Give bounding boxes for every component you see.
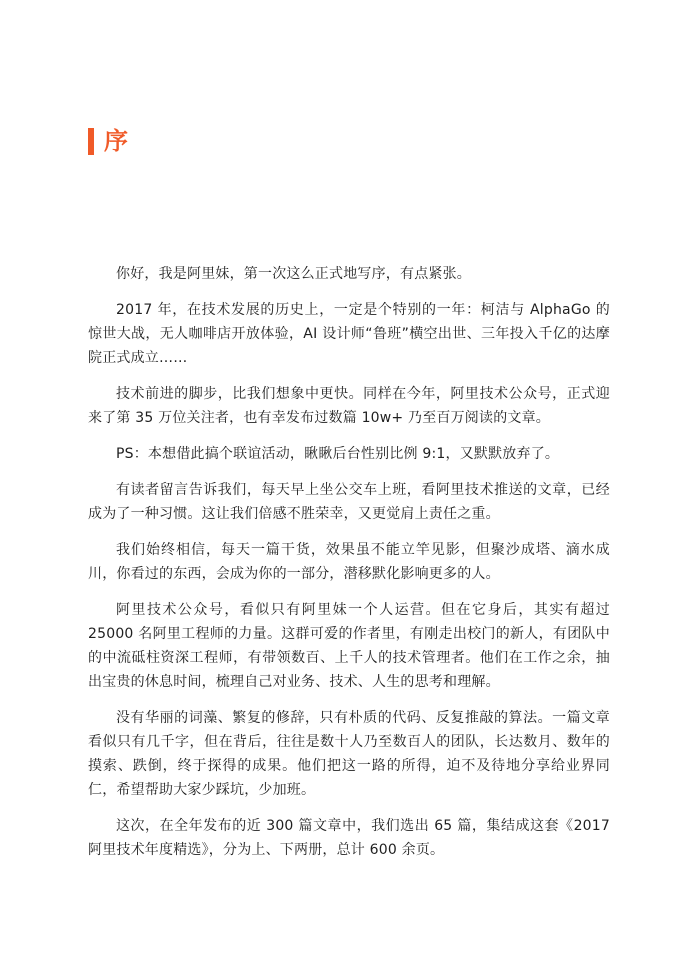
preface-body <box>88 262 610 874</box>
paragraph: 阿里技术公众号，看似只有阿里妹一个人运营。但在它身后，其实有超过 25000 名阿里工程师的力量。这群可爱的作者里，有刚走出校门的新人，有团队中的中流砥柱资深工程师，有带领数百、上千人的技术管理者。他们在工作之余，抽出宝贵的休息时间，梳理自己对业务、技术、人生的思考和理解。 <box>88 602 610 690</box>
heading-title: 序 <box>104 127 128 155</box>
paragraph: 没有华丽的词藻、繁复的修辞，只有朴质的代码、反复推敲的算法。一篇文章看似只有几千字，但在背后，往往是数十人乃至数百人的团队，长达数月、数年的摸索、跌倒，终于探得的成果。他们把这一路的所得，迫不及待地分享给业界同仁，希望帮助大家少踩坑，少加班。 <box>88 710 610 798</box>
paragraph: 有读者留言告诉我们，每天早上坐公交车上班，看阿里技术推送的文章，已经成为了一种习惯。这让我们倍感不胜荣幸，又更觉肩上责任之重。 <box>88 482 610 522</box>
paragraph: 你好，我是阿里妹，第一次这么正式地写序，有点紧张。 <box>116 266 471 282</box>
paragraph: PS：本想借此搞个联谊活动，瞅瞅后台性别比例 9:1，又默默放弃了。 <box>116 446 560 462</box>
paragraph: 技术前进的脚步，比我们想象中更快。同样在今年，阿里技术公众号，正式迎来了第 35 万位关注者，也有幸发布过数篇 10w+ 乃至百万阅读的文章。 <box>88 386 610 426</box>
section-heading <box>88 126 128 156</box>
paragraph: 我们始终相信，每天一篇干货，效果虽不能立竿见影，但聚沙成塔、滴水成川，你看过的东西，会成为你的一部分，潜移默化影响更多的人。 <box>88 542 610 582</box>
paragraph: 2017 年，在技术发展的历史上，一定是个特别的一年：柯洁与 AlphaGo 的惊世大战，无人咖啡店开放体验，AI 设计师“鲁班”横空出世、三年投入千亿的达摩院正式成立…… <box>88 302 610 366</box>
paragraph: 这次，在全年发布的近 300 篇文章中，我们选出 65 篇，集结成这套《2017 阿里技术年度精选》，分为上、下两册，总计 600 余页。 <box>88 818 610 858</box>
heading-accent-bar <box>88 128 94 155</box>
